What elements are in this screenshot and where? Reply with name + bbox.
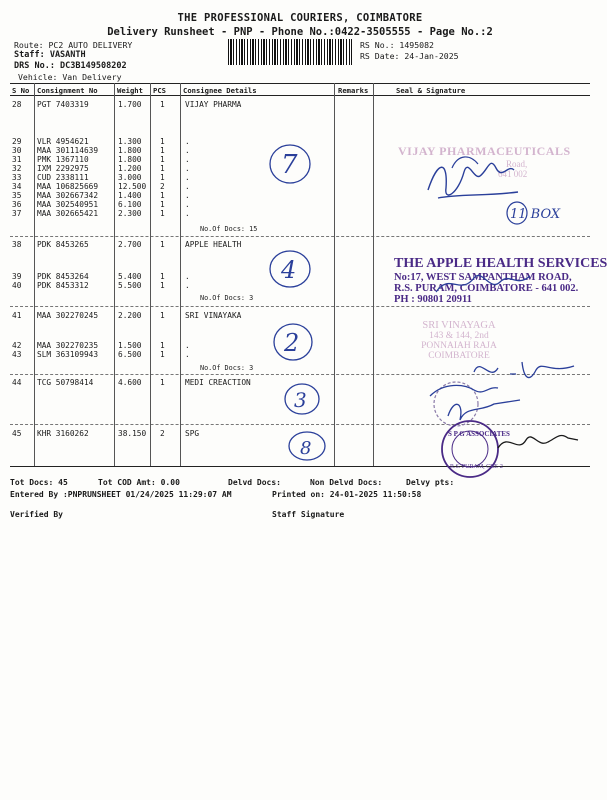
col-divider [114,83,115,466]
circled-count-3 [282,380,324,418]
vehicle-label: Vehicle: Van Delivery [18,72,122,82]
delivered-docs: Delvd Docs: [228,478,281,487]
row-sno: 34 [12,182,22,191]
circled-count-8 [286,428,330,464]
row-consignee: . [185,281,190,290]
col-divider [334,83,335,466]
non-delivered-docs: Non Delvd Docs: [310,478,383,487]
row-sno: 44 [12,378,22,387]
row-sno: 41 [12,311,22,320]
row-consignment-no: KHR 3160262 [37,429,89,438]
printed-on: Printed on: 24-01-2025 11:50:58 [272,490,422,499]
group-docs-count: No.Of Docs: 3 [200,364,254,372]
sri-vinayaka-stamp: SRI VINAYAGA 143 & 144, 2nd PONNAIAH RAJA COIMBATORE [421,320,497,361]
table-top-border [10,83,590,84]
row-pcs: 1 [160,137,165,146]
row-consignee: . [185,137,190,146]
box-count-note [504,196,561,228]
row-consignee: . [185,272,190,281]
row-weight: 5.400 [118,272,142,281]
row-consignee: . [185,209,190,218]
row-sno: 43 [12,350,22,359]
col-header-seal-signature: Seal & Signature [396,86,466,95]
vijay-signature [418,150,548,210]
row-pcs: 1 [160,272,165,281]
row-pcs: 1 [160,155,165,164]
group-divider [10,424,590,425]
row-sno: 45 [12,429,22,438]
row-consignee: . [185,155,190,164]
row-pcs: 1 [160,378,165,387]
row-pcs: 1 [160,350,165,359]
col-header-sno: S No [12,86,30,95]
row-weight: 6.500 [118,350,142,359]
row-weight: 5.500 [118,281,142,290]
runsheet-title: Delivery Runsheet - PNP - Phone No.:0422-3505555 - Page No.:2 [107,26,493,38]
row-pcs: 1 [160,341,165,350]
medi-creaction-stamp [424,376,524,430]
row-consignee: SRI VINAYAKA [185,311,242,320]
row-consignee: . [185,146,190,155]
row-consignment-no: IXM 2292975 [37,164,89,173]
row-sno: 33 [12,173,22,182]
total-docs: Tot Docs: 45 [10,478,68,487]
total-cod-amount: Tot COD Amt: 0.00 [98,478,180,487]
row-sno: 39 [12,272,22,281]
row-consignment-no: MAA 302540951 [37,200,99,209]
row-weight: 12.500 [118,182,147,191]
circled-count-text: 8 [300,438,312,459]
staff-label: Staff: VASANTH [14,50,86,60]
rs-date: RS Date: 24-Jan-2025 [360,51,459,61]
row-consignee: . [185,341,190,350]
row-consignee: . [185,191,190,200]
row-pcs: 1 [160,164,165,173]
row-consignee: . [185,164,190,173]
row-pcs: 1 [160,209,165,218]
row-consignment-no: TCG 50798414 [37,378,94,387]
row-sno: 31 [12,155,22,164]
group-divider [10,374,590,375]
col-header-weight: Weight [117,86,143,95]
group-docs-count: No.Of Docs: 3 [200,294,254,302]
route-label: Route: PC2 AUTO DELIVERY [14,40,133,50]
row-sno: 42 [12,341,22,350]
group-divider [10,306,590,307]
sri-vinayaka-signature [470,352,580,386]
row-weight: 1.400 [118,191,142,200]
group-docs-count: No.Of Docs: 15 [200,225,258,233]
row-sno: 40 [12,281,22,290]
col-divider [34,83,35,466]
row-pcs: 1 [160,191,165,200]
row-sno: 28 [12,100,22,109]
svg-text:S P G ASSOCIATES: S P G ASSOCIATES [448,430,510,438]
row-consignment-no: MAA 302667342 [37,191,99,200]
row-sno: 30 [12,146,22,155]
row-sno: 29 [12,137,22,146]
row-consignment-no: MAA 302270235 [37,341,99,350]
row-pcs: 1 [160,240,165,249]
circled-count-text: 2 [284,329,300,357]
circled-count-7 [266,140,316,188]
row-consignment-no: MAA 302270245 [37,311,99,320]
col-header-consignment: Consignment No [37,86,98,95]
row-consignee: . [185,350,190,359]
apple-health-stamp: THE APPLE HEALTH SERVICES No:17, WEST SAMPANTHAM ROAD, R.S. PURAM, COIMBATORE - 641 002. PH : 90801 20911 [394,256,607,305]
row-pcs: 1 [160,173,165,182]
row-weight: 1.800 [118,146,142,155]
row-pcs: 2 [160,182,165,191]
row-consignee: MEDI CREACTION [185,378,251,387]
row-weight: 4.600 [118,378,142,387]
row-consignee: APPLE HEALTH [185,240,242,249]
row-consignee: VIJAY PHARMA [185,100,242,109]
row-weight: 6.100 [118,200,142,209]
row-sno: 37 [12,209,22,218]
row-consignee: SPG [185,429,200,438]
row-consignee: . [185,182,190,191]
drs-number: DRS No.: DC3B149508202 [14,61,127,71]
row-weight: 38.150 [118,429,147,438]
row-weight: 1.200 [118,164,142,173]
row-consignment-no: PDK 8453264 [37,272,89,281]
circled-count-2 [270,320,318,364]
circled-count-4 [266,246,316,292]
row-consignment-no: VLR 4954621 [37,137,89,146]
col-divider [180,83,181,466]
row-consignment-no: PGT 7403319 [37,100,89,109]
circled-count-text: 4 [281,256,297,284]
apple-health-signature [430,262,540,302]
header-bottom-border [10,95,590,96]
row-weight: 1.300 [118,137,142,146]
row-consignment-no: PMK 1367110 [37,155,89,164]
barcode [228,39,352,65]
vijay-pharma-stamp: VIJAY PHARMACEUTICALS Road, 641 002 [398,144,571,179]
row-pcs: 2 [160,429,165,438]
circled-count-text: 3 [294,388,307,412]
row-sno: 38 [12,240,22,249]
group-divider [10,236,590,237]
row-weight: 2.200 [118,311,142,320]
row-consignment-no: MAA 301114639 [37,146,99,155]
row-weight: 1.800 [118,155,142,164]
delivery-points: Delvy pts: [406,478,455,487]
row-pcs: 1 [160,100,165,109]
verified-by: Verified By [10,510,63,519]
col-header-consignee: Consignee Details [183,86,257,95]
row-pcs: 1 [160,311,165,320]
row-consignment-no: CUD 2338111 [37,173,89,182]
row-weight: 2.700 [118,240,142,249]
row-sno: 36 [12,200,22,209]
row-consignee: . [185,173,190,182]
col-divider [373,83,374,466]
row-pcs: 1 [160,281,165,290]
row-sno: 32 [12,164,22,173]
col-header-pcs: PCS [153,86,166,95]
row-consignee: . [185,200,190,209]
row-consignment-no: MAA 106825669 [37,182,99,191]
col-divider [150,83,151,466]
row-sno: 35 [12,191,22,200]
row-consignment-no: PDK 8453265 [37,240,89,249]
staff-signature: Staff Signature [272,510,345,519]
svg-text:11 BOX: 11 BOX [510,207,561,222]
row-weight: 3.000 [118,173,142,182]
row-weight: 1.700 [118,100,142,109]
rs-number: RS No.: 1495082 [360,40,434,50]
row-pcs: 1 [160,146,165,155]
row-weight: 2.300 [118,209,142,218]
row-pcs: 1 [160,200,165,209]
row-consignment-no: MAA 302665421 [37,209,99,218]
col-header-remarks: Remarks [338,86,369,95]
table-bottom-border [10,466,590,467]
company-title: THE PROFESSIONAL COURIERS, COIMBATORE [177,12,423,24]
svg-text:R.S. PURAM, CBE-2: R.S. PURAM, CBE-2 [450,464,503,470]
row-consignment-no: SLM 363109943 [37,350,99,359]
row-weight: 1.500 [118,341,142,350]
spg-associates-stamp [428,418,588,480]
row-consignment-no: PDK 8453312 [37,281,89,290]
circled-count-text: 7 [281,150,298,180]
entered-by: Entered By :PNPRUNSHEET 01/24/2025 11:29:07 AM [10,490,232,499]
